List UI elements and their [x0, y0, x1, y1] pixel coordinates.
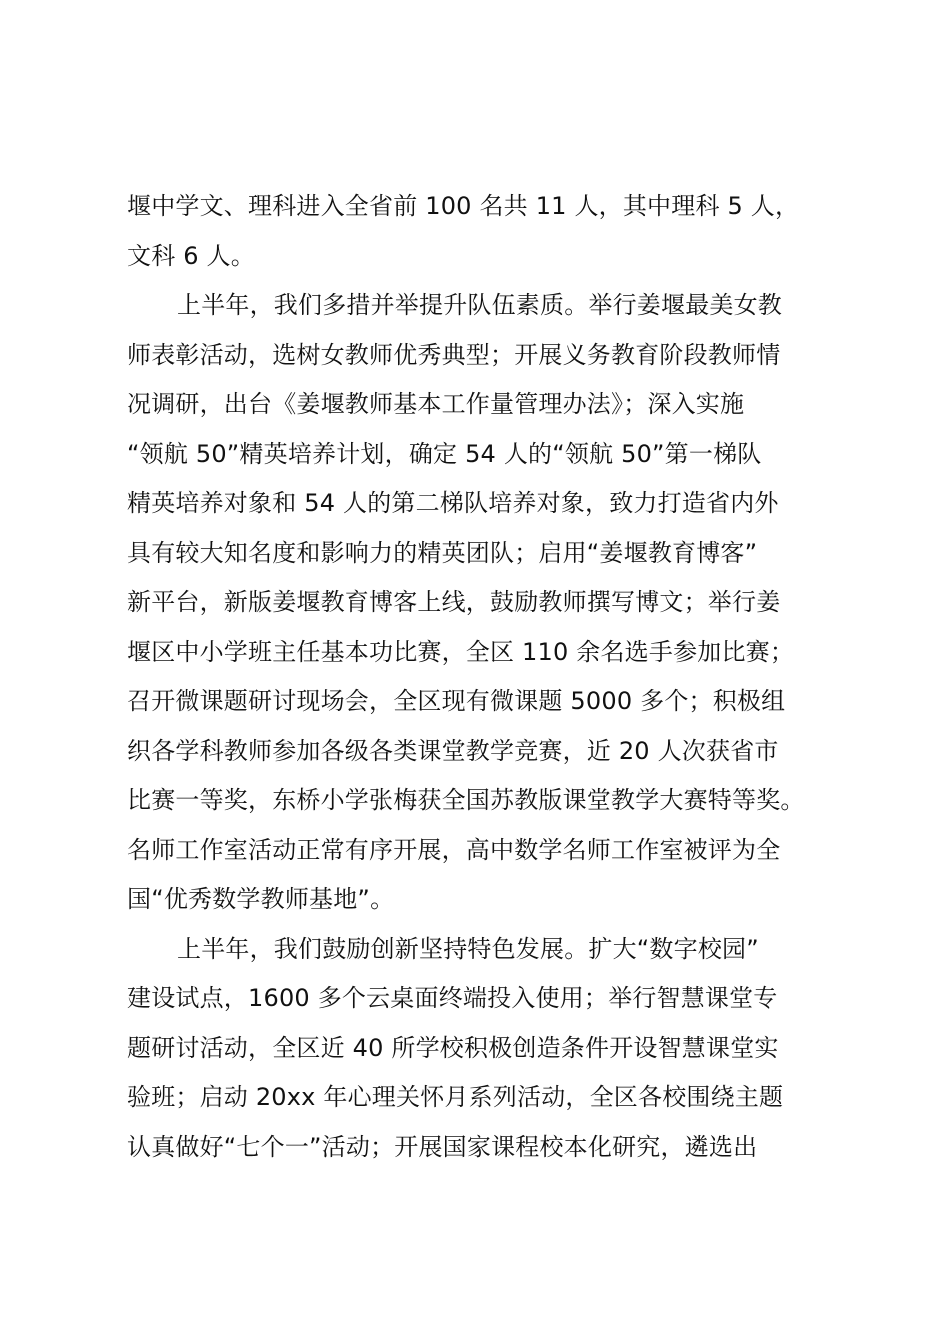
text-line: 国“优秀数学教师基地”。	[127, 885, 395, 913]
text-line: 验班；启动 20xx 年心理关怀月系列活动，全区各校围绕主题	[127, 1083, 784, 1111]
text-line: 比赛一等奖，东桥小学张梅获全国苏教版课堂教学大赛特等奖。	[127, 786, 805, 814]
text-line: 织各学科教师参加各级各类课堂教学竞赛，近 20 人次获省市	[127, 736, 779, 765]
text-line: 召开微课题研讨现场会，全区现有微课题 5000 多个；积极组	[127, 687, 786, 715]
text-line: 文科 6 人。	[127, 241, 255, 270]
text-line: 上半年，我们多措并举提升队伍素质。举行姜堰最美女教	[177, 291, 782, 319]
text-line: 名师工作室活动正常有序开展，高中数学名师工作室被评为全	[127, 835, 781, 864]
text-line: 堰区中小学班主任基本功比赛，全区 110 余名选手参加比赛；	[127, 637, 795, 666]
text-line: 堰中学文、理科进入全省前 100 名共 11 人，其中理科 5 人，	[127, 192, 800, 220]
text-line: 况调研，出台《姜堰教师基本工作量管理办法》；深入实施	[127, 390, 745, 418]
text-line: 建设试点，1600 多个云桌面终端投入使用；举行智慧课堂专	[127, 984, 778, 1012]
text-line: 具有较大知名度和影响力的精英团队；启用“姜堰教育博客”	[127, 538, 758, 567]
text-line: 题研讨活动，全区近 40 所学校积极创造条件开设智慧课堂实	[127, 1033, 779, 1062]
text-line: 新平台，新版姜堰教育博客上线，鼓励教师撰写博文；举行姜	[127, 588, 781, 616]
paragraph-2	[127, 281, 847, 925]
text-line: 师表彰活动，选树女教师优秀典型；开展义务教育阶段教师情	[127, 340, 781, 369]
document-body	[127, 182, 847, 1172]
paragraph-3	[127, 925, 847, 1173]
text-line: 认真做好“七个一”活动；开展国家课程校本化研究，遴选出	[127, 1132, 758, 1161]
text-line: “领航 50”精英培养计划，确定 54 人的“领航 50”第一梯队	[127, 439, 762, 468]
text-line: 上半年，我们鼓励创新坚持特色发展。扩大“数字校园”	[177, 934, 759, 963]
text-line: 精英培养对象和 54 人的第二梯队培养对象，致力打造省内外	[127, 489, 779, 517]
paragraph-1	[127, 182, 847, 281]
